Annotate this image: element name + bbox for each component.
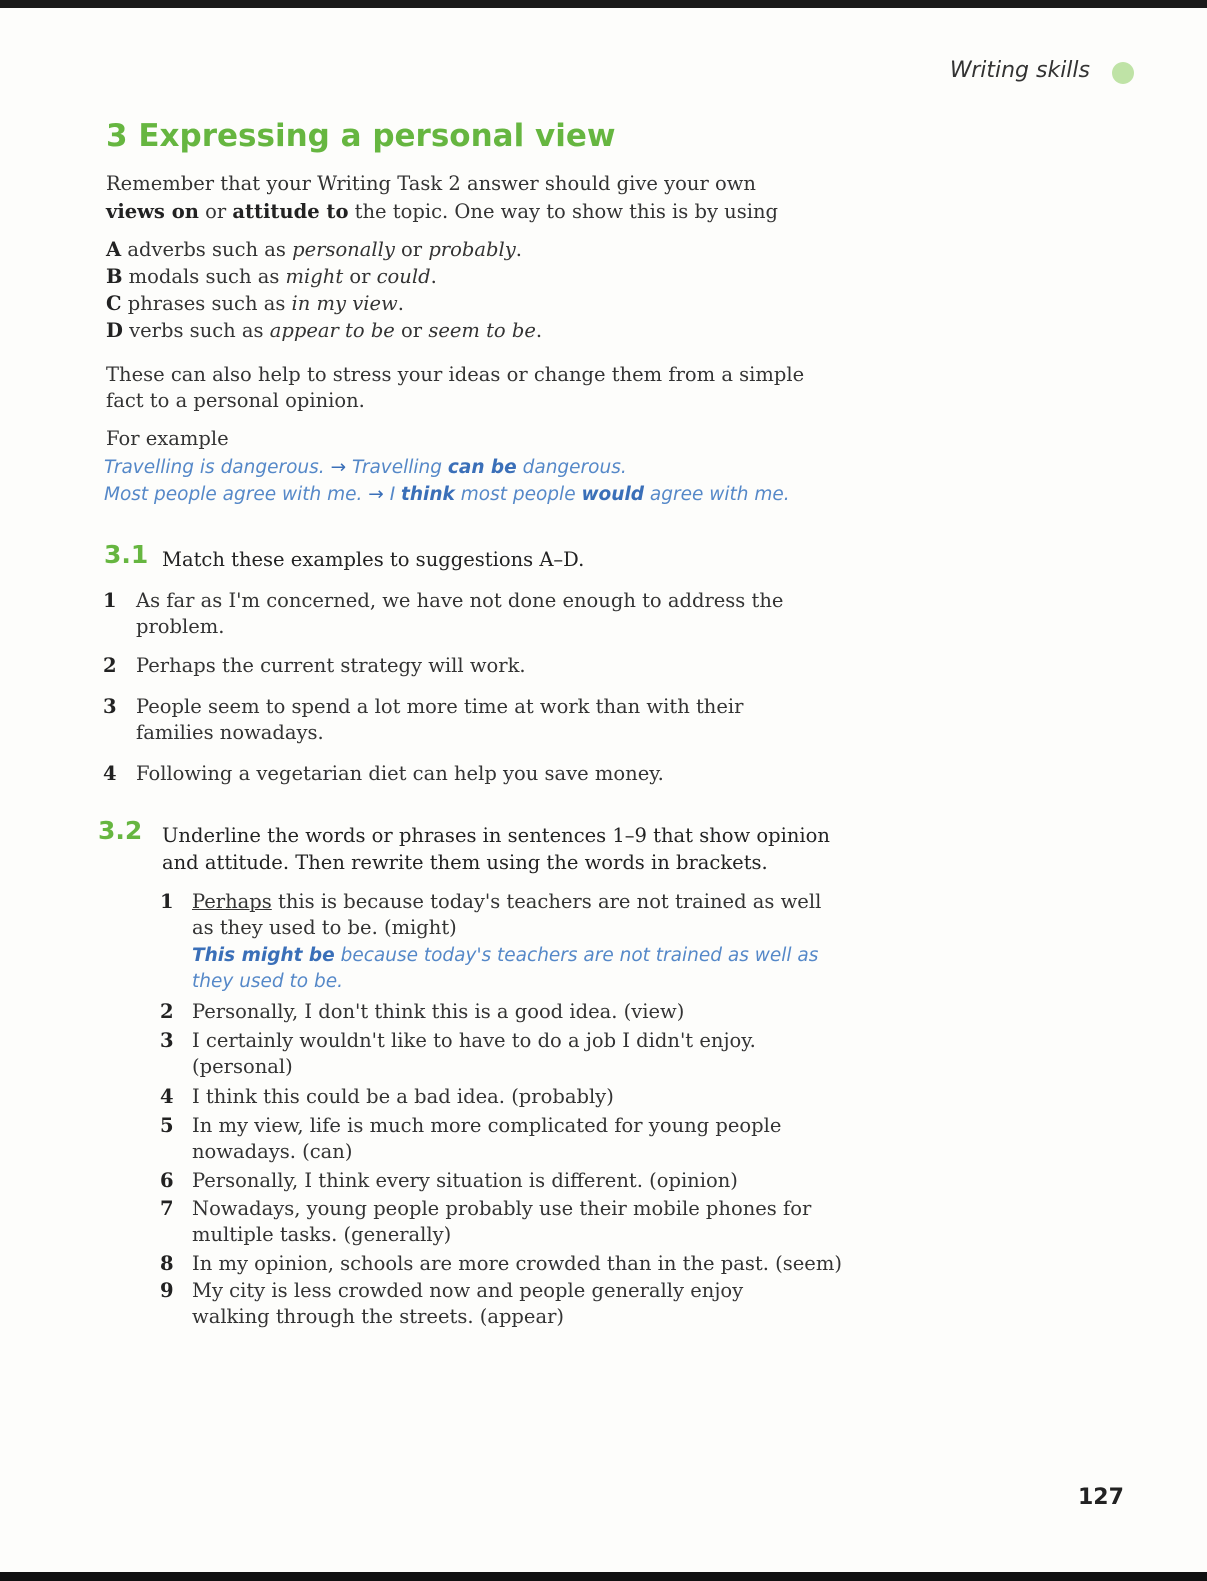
task-3-2-number: 3.2 — [98, 816, 143, 845]
task-3-2-item-text: Perhaps this is because today's teachers are not trained as well — [192, 890, 822, 913]
task-3-2-item-number: 9 — [160, 1279, 174, 1302]
task-3-1-item-number: 4 — [103, 762, 117, 785]
stress-line-1: These can also help to stress your ideas or change them from a simple — [106, 363, 805, 386]
task-3-2-item-number: 6 — [160, 1169, 174, 1192]
task-3-2-item-number: 7 — [160, 1197, 174, 1220]
task-3-1-item-text: problem. — [136, 615, 225, 638]
task-3-2-item-text: multiple tasks. (generally) — [192, 1223, 452, 1246]
task-3-2-item-text: Personally, I don't think this is a good idea. (view) — [192, 1000, 685, 1023]
option-a: A adverbs such as personally or probably. — [106, 238, 522, 261]
task-3-1-item-number: 2 — [103, 654, 117, 677]
task-3-2-instruction-line-2: and attitude. Then rewrite them using the words in brackets. — [162, 851, 768, 874]
task-3-2-item-number: 3 — [160, 1029, 174, 1052]
task-3-2-item-text: I think this could be a bad idea. (probably) — [192, 1085, 614, 1108]
section-title: 3 Expressing a personal view — [106, 118, 616, 154]
task-3-2-item-text: walking through the streets. (appear) — [192, 1305, 565, 1328]
task-3-2-item-number: 1 — [160, 890, 174, 913]
task-3-1-item-text: People seem to spend a lot more time at work than with their — [136, 695, 744, 718]
task-3-2-item-text: Personally, I think every situation is different. (opinion) — [192, 1169, 738, 1192]
task-3-2-item-text: as they used to be. (might) — [192, 916, 457, 939]
bottom-border — [0, 1572, 1207, 1581]
option-c: C phrases such as in my view. — [106, 292, 404, 315]
task-3-2-item-number: 8 — [160, 1252, 174, 1275]
task-3-1-number: 3.1 — [104, 540, 149, 569]
task-3-1-item-text: Following a vegetarian diet can help you save money. — [136, 762, 664, 785]
task-3-1-item-number: 3 — [103, 695, 117, 718]
example-label: For example — [106, 427, 229, 450]
task-3-2-item-number: 2 — [160, 1000, 174, 1023]
model-answer-line-1: This might be because today's teachers are not trained as well as — [192, 945, 819, 966]
task-3-1-item-text: Perhaps the current strategy will work. — [136, 654, 526, 677]
task-3-2-instruction-line-1: Underline the words or phrases in sentences 1–9 that show opinion — [162, 824, 830, 847]
top-border — [0, 0, 1207, 8]
task-3-2-item-text: My city is less crowded now and people generally enjoy — [192, 1279, 744, 1302]
stress-line-2: fact to a personal opinion. — [106, 389, 365, 412]
section-dot-icon — [1112, 62, 1134, 84]
task-3-2-item-text: (personal) — [192, 1055, 293, 1078]
task-3-2-item-text: I certainly wouldn't like to have to do a job I didn't enjoy. — [192, 1029, 756, 1052]
example-2: Most people agree with me. → I think most people would agree with me. — [104, 484, 790, 505]
example-1: Travelling is dangerous. → Travelling can be dangerous. — [104, 457, 627, 478]
task-3-1-item-number: 1 — [103, 589, 117, 612]
option-d: D verbs such as appear to be or seem to be. — [106, 319, 543, 342]
task-3-1-item-text: families nowadays. — [136, 721, 324, 744]
task-3-2-item-text: In my view, life is much more complicated for young people — [192, 1114, 782, 1137]
task-3-2-item-number: 5 — [160, 1114, 174, 1137]
model-answer-line-2: they used to be. — [192, 971, 344, 992]
task-3-1-instruction: Match these examples to suggestions A–D. — [162, 548, 585, 571]
intro-line-1: Remember that your Writing Task 2 answer should give your own — [106, 172, 756, 195]
task-3-2-item-text: In my opinion, schools are more crowded than in the past. (seem) — [192, 1252, 842, 1275]
task-3-2-item-text: Nowadays, young people probably use their mobile phones for — [192, 1197, 812, 1220]
task-3-1-item-text: As far as I'm concerned, we have not done enough to address the — [136, 589, 784, 612]
option-b: B modals such as might or could. — [106, 265, 437, 288]
page-number: 127 — [1078, 1485, 1124, 1510]
task-3-2-item-text: nowadays. (can) — [192, 1140, 353, 1163]
task-3-2-item-number: 4 — [160, 1085, 174, 1108]
intro-line-2: views on or attitude to the topic. One way to show this is by using — [106, 200, 779, 223]
running-head: Writing skills — [949, 58, 1090, 83]
